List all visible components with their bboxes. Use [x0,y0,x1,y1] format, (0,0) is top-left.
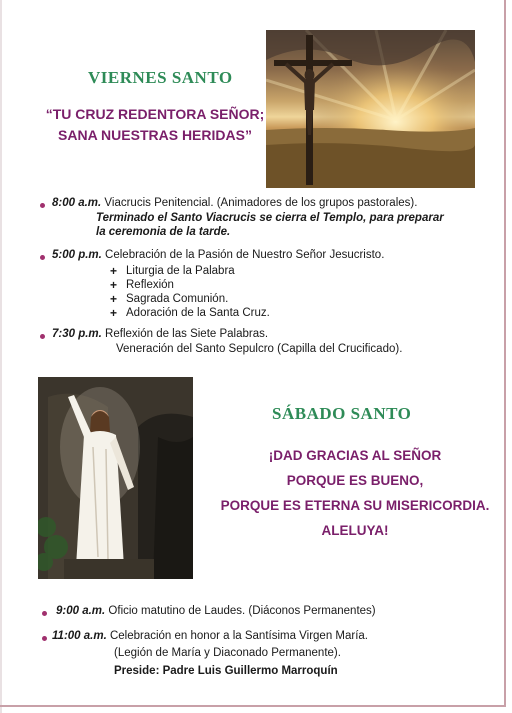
item-time: 9:00 a.m. [56,605,106,617]
item-time: 11:00 a.m. [52,630,107,642]
plus-icon: + [110,264,118,278]
item-text: Oficio matutino de Laudes. (Diáconos Permanentes) [105,605,376,617]
crucifix-illustration [266,30,475,188]
liturgy-subitem: Liturgia de la Palabra [126,265,235,277]
item-text: Reflexión de las Siete Palabras. [101,328,269,340]
plus-icon: + [110,306,118,320]
bullet-icon [40,334,45,339]
sabado-item-1 [56,605,376,617]
item-text: Celebración de la Pasión de Nuestro Señor Jesucristo. [101,249,385,261]
risen-christ-illustration [38,377,193,579]
bullet-icon [40,255,45,260]
item-time: 8:00 a.m. [52,197,102,209]
communion-subitem: Sagrada Comunión. [126,293,229,305]
sabado-item-2-note: (Legión de María y Diaconado Permanente). [114,647,341,659]
crucifix-sunset-image [266,30,475,188]
bullet-icon [40,203,45,208]
item-time: 7:30 p.m. [52,328,102,340]
sabado-motto-line-1: ¡DAD GRACIAS AL SEÑOR [268,448,442,463]
sabado-motto-line-3: PORQUE ES ETERNA SU MISERICORDIA. [220,498,490,513]
adoration-subitem: Adoración de la Santa Cruz. [126,307,270,319]
sabado-motto-line-4: ALELUYA! [321,523,389,538]
sabado-santo-title: SÁBADO SANTO [272,404,412,423]
plus-icon: + [110,278,118,292]
item-text: Celebración en honor a la Santísima Virgen María. [106,630,369,642]
item-time: 5:00 p.m. [52,249,102,261]
presider-label: Preside [114,665,156,677]
viernes-item-3 [52,328,268,340]
viernes-motto-line-2: SANA NUESTRAS HERIDAS” [58,127,252,143]
viernes-item-2 [52,249,384,261]
sabado-motto-line-2: PORQUE ES BUENO, [286,473,424,488]
bullet-icon [42,611,47,616]
viernes-santo-title: VIERNES SANTO [88,68,233,87]
viernes-item-3-note: Veneración del Santo Sepulcro (Capilla del Crucificado). [116,343,403,355]
reflection-subitem: Reflexión [126,279,174,291]
risen-christ-image [38,377,193,579]
item-text: Viacrucis Penitencial. (Animadores de los grupos pastorales). [101,197,418,209]
viernes-motto-line-1: “TU CRUZ REDENTORA SEÑOR; [45,106,265,122]
viernes-item-1-note-1: Terminado el Santo Viacrucis se cierra el Templo, para preparar [96,212,444,224]
bullet-icon [42,636,47,641]
plus-icon: + [110,292,118,306]
viernes-item-1 [52,197,417,209]
sabado-item-2 [52,630,368,642]
presider-name: : Padre Luis Guillermo Marroquín [155,665,338,677]
presider-line [114,665,338,677]
viernes-item-1-note-2: la ceremonia de la tarde. [96,226,231,238]
